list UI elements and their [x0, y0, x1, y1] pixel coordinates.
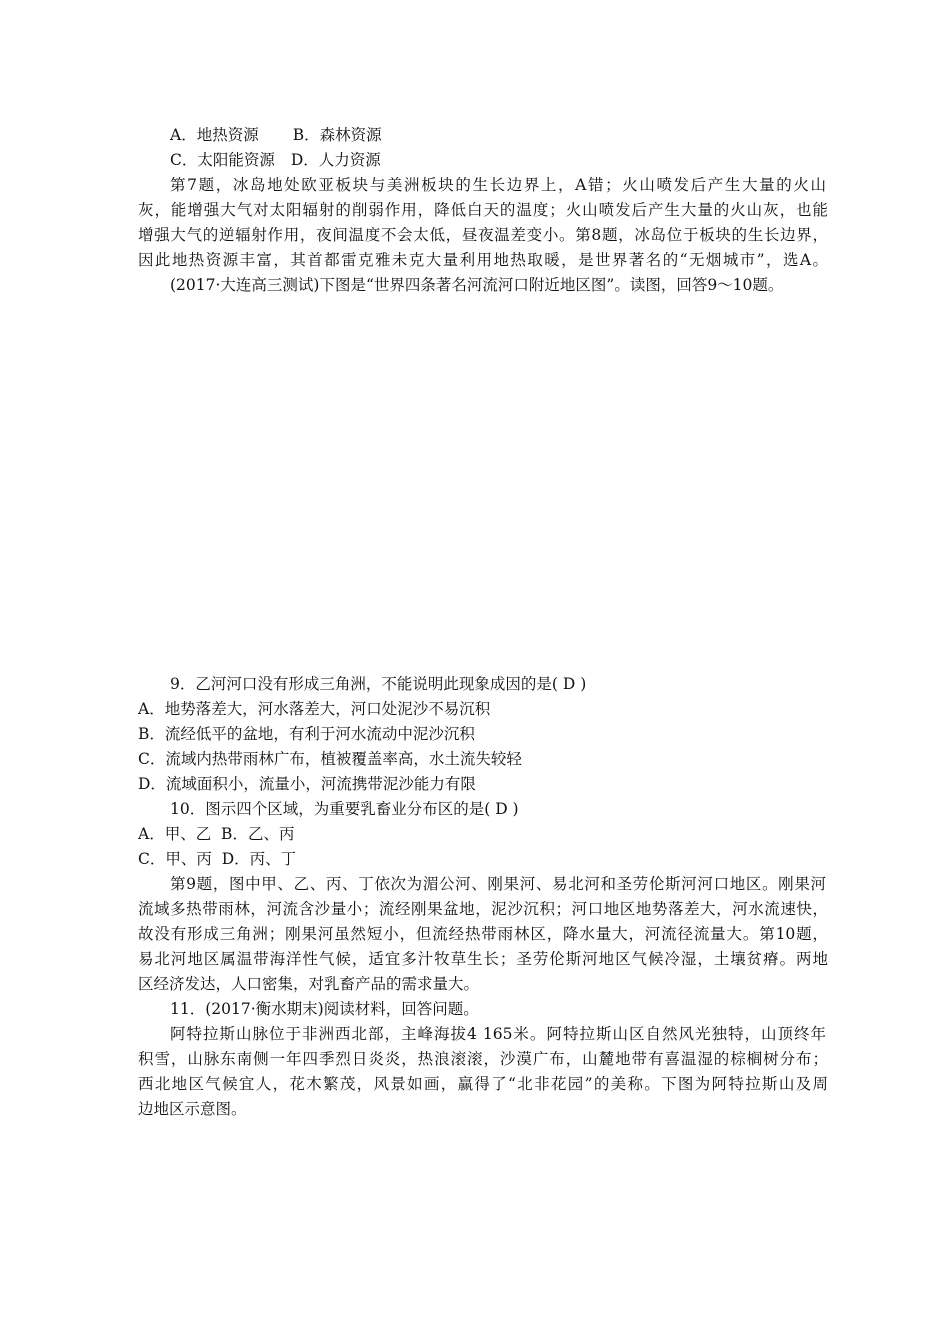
explanation-7-8-line: 灰，能增强大气对太阳辐射的削弱作用，降低白天的温度；火山喷发后产生大量的火山灰，也能 — [138, 201, 828, 219]
explanation-9-10-line: 故没有形成三角洲；刚果河虽然短小，但流经热带雨林区，降水量大，河流径流量大。第10题， — [138, 925, 828, 943]
explanation-7-8-line: 第7题，冰岛地处欧亚板块与美洲板块的生长边界上，A错；火山喷发后产生大量的火山 — [170, 176, 826, 194]
material-line: 西北地区气候宜人，花木繁茂，风景如画，赢得了“北非花园”的美称。下图为阿特拉斯山及周 — [138, 1075, 828, 1093]
q10-options-cd: C．甲、丙 D．丙、丁 — [138, 850, 297, 868]
explanation-9-10-line: 流域多热带雨林，河流含沙量小；流经刚果盆地，泥沙沉积；河口地区地势落差大，河水流速快， — [138, 900, 828, 918]
material-line: 阿特拉斯山脉位于非洲西北部，主峰海拔4 165米。阿特拉斯山区自然风光独特，山顶终年 — [170, 1025, 826, 1043]
q10-stem: 10．图示四个区域，为重要乳畜业分布区的是( D ) — [170, 800, 519, 818]
explanation-7-8-line: 增强大气的逆辐射作用，夜间温度不会太低，昼夜温差变小。第8题，冰岛位于板块的生长边界， — [138, 226, 828, 244]
q11-stem: 11．(2017·衡水期末)阅读材料，回答问题。 — [170, 1000, 479, 1018]
q9-option-c: C．流域内热带雨林广布，植被覆盖率高，水土流失较轻 — [138, 750, 522, 768]
explanation-9-10-line: 区经济发达，人口密集，对乳畜产品的需求量大。 — [138, 975, 480, 993]
q6-options-row-2 — [170, 148, 860, 173]
q6-option-a: A．地热资源 — [170, 126, 259, 144]
q9-option-a: A．地势落差大，河水落差大，河口处泥沙不易沉积 — [138, 700, 491, 718]
q9-option-b: B．流经低平的盆地，有利于河水流动中泥沙沉积 — [138, 725, 475, 743]
q6-option-b: B．森林资源 — [292, 126, 382, 144]
map-figure-blank — [138, 300, 828, 670]
q6-option-c: C．太阳能资源 — [170, 151, 275, 169]
material-line: 积雪，山脉东南侧一年四季烈日炎炎，热浪滚滚，沙漠广布，山麓地带有喜温湿的棕榈树分布； — [138, 1050, 828, 1068]
material-line: 边地区示意图。 — [138, 1100, 247, 1118]
explanation-9-10-line: 第9题，图中甲、乙、丙、丁依次为湄公河、刚果河、易北河和圣劳伦斯河河口地区。刚果河 — [170, 875, 826, 893]
q9-option-d: D．流域面积小，流量小，河流携带泥沙能力有限 — [138, 775, 476, 793]
explanation-7-8-line: 因此地热资源丰富，其首都雷克雅未克大量利用地热取暖，是世界著名的“无烟城市”，选A。 — [138, 251, 828, 269]
q10-options-ab: A．甲、乙 B．乙、丙 — [138, 825, 295, 843]
q9-stem: 9．乙河河口没有形成三角洲，不能说明此现象成因的是( D ) — [170, 675, 587, 693]
explanation-9-10-line: 易北河地区属温带海洋性气候，适宜多汁牧草生长；圣劳伦斯河地区气候冷湿，土壤贫瘠。两地 — [138, 950, 828, 968]
intro-9-10: (2017·大连高三测试)下图是“世界四条著名河流河口附近地区图”。读图，回答9～10题。 — [170, 276, 784, 294]
q6-option-d: D．人力资源 — [290, 151, 381, 169]
q6-options-row-1 — [170, 123, 860, 148]
